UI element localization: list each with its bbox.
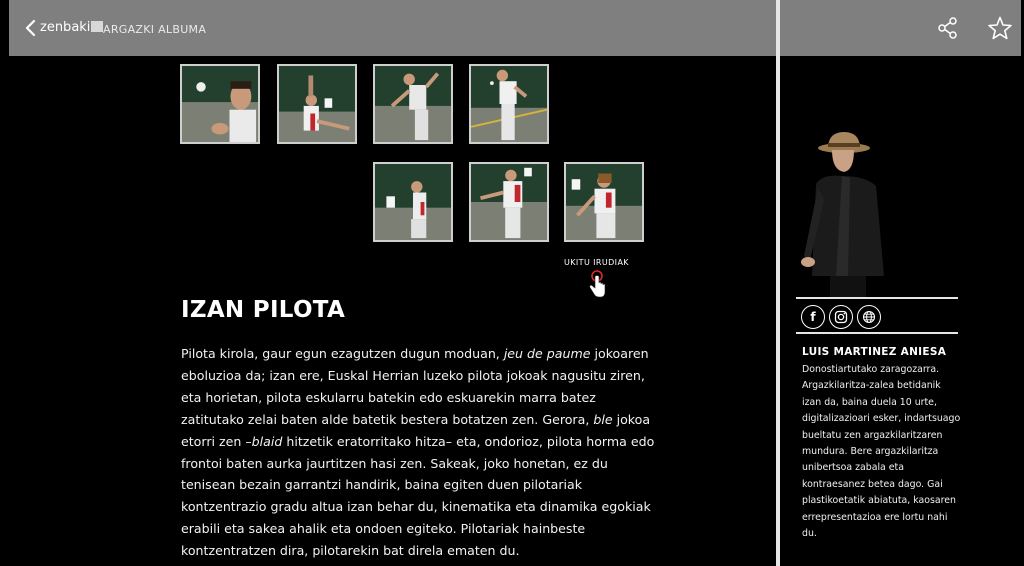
article-italic-3: blaid (251, 433, 283, 449)
photo-player-close-up (182, 66, 258, 142)
thumbnail-player-hit[interactable] (469, 162, 549, 242)
brand-name: zenbaki (40, 20, 91, 35)
social-divider-bottom (796, 332, 958, 334)
thumbnail-player-serving[interactable] (277, 64, 357, 144)
website-button[interactable] (857, 305, 881, 329)
thumbnail-player-wall[interactable] (373, 162, 453, 242)
article-italic-1: jeu de paume (503, 346, 591, 361)
instagram-icon (834, 310, 848, 324)
article-text-1: Pilota kirola, gaur egun ezagutzen dugun moduan, (181, 346, 504, 361)
article-text-2: jokoaren eboluzioa da; izan ere, Euskal Herrian luzeko pilota jokoak nagusitu ziren, eta horietan, pilota eskularru batekin edo eskuarekin marra batez zatitutako zelai baten alde batetik bestera botatzen zen. Gerora, (181, 346, 649, 427)
thumbnail-player-throwing[interactable] (373, 64, 453, 144)
favorite-button[interactable] (987, 15, 1013, 41)
photo-player-serving (279, 66, 355, 142)
header-divider (776, 0, 780, 56)
globe-icon (862, 310, 876, 324)
article-italic-2: ble (593, 411, 613, 427)
author-name: LUIS MARTINEZ ANIESA (802, 346, 947, 358)
article-text-3: jokoa etorri zen – (181, 411, 651, 449)
photo-player-throwing (375, 66, 451, 142)
social-divider-top (796, 297, 958, 299)
author-portrait (796, 126, 892, 298)
photo-player-catch (566, 164, 642, 240)
touch-hand-icon (584, 270, 608, 300)
instagram-button[interactable] (829, 305, 853, 329)
star-icon (987, 15, 1013, 41)
article-body (181, 343, 659, 562)
facebook-icon: f (810, 310, 816, 324)
share-button[interactable] (937, 16, 959, 40)
top-bar (9, 0, 1021, 56)
photo-player-wall (375, 164, 451, 240)
facebook-button[interactable] (801, 305, 825, 329)
brand-mark-icon (91, 21, 103, 32)
touch-images-label: UKITU IRUDIAK (564, 258, 629, 267)
article-text-4: hitzetik eratorritako hitza– eta, ondorioz, pilota horma edo frontoi baten aurka jaurtitzen hasi zen. Sakeak, joko honetan, ez du tenisean bezain garrantzi handirik, baina egiten duen pilotariak kontzentrazio gradu altua izan behar du, kinematika eta dinamika egokiak erabili eta sakea ahalik eta ondoen egiteko. Pilotariak hainbeste kontzentratzen dira, pilotarekin bat direla ematen du. (181, 433, 655, 559)
section-title: ARGAZKI ALBUMA (103, 23, 207, 36)
brand-logo[interactable] (40, 20, 103, 35)
photo-player-hit (471, 164, 547, 240)
article-title: IZAN PILOTA (181, 297, 346, 323)
photo-player-swing (471, 66, 547, 142)
thumbnail-player-catch[interactable] (564, 162, 644, 242)
author-bio: Donostiartutako zaragozarra. Argazkilaritza-zalea betidanik izan da, baina duela 10 urte, digitalizazioari esker, indartsuago bueltatu zen argazkilaritzaren mundura. Bere argazkilaritza unibertsoa zabala eta kontraesanez betea dago. Gai plastikoetatik abiatuta, kaosaren errepresentazioa ere lortu nahi du. (802, 364, 961, 540)
thumbnail-player-close-up[interactable] (180, 64, 260, 144)
thumbnail-player-swing[interactable] (469, 64, 549, 144)
share-icon (937, 16, 959, 40)
panel-divider (776, 56, 780, 566)
